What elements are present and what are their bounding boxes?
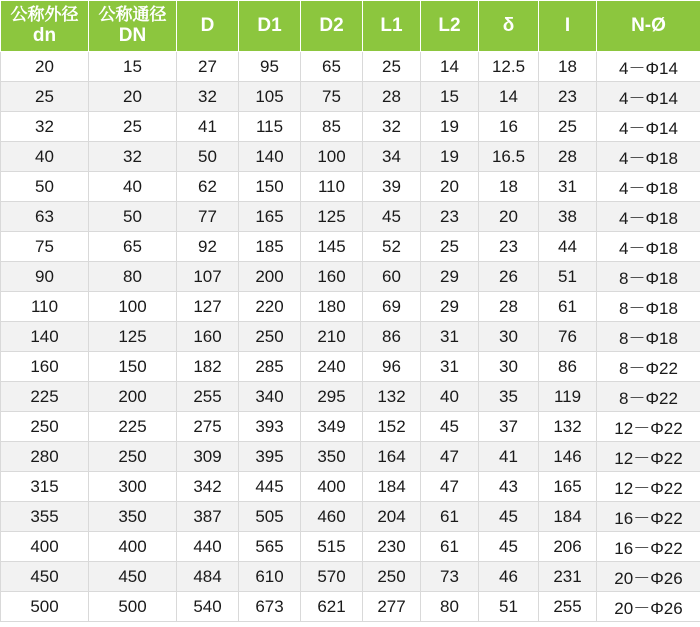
- column-header-label: N-Ø: [631, 15, 666, 37]
- table-header-row: [1, 1, 700, 52]
- table-cell: 565: [239, 532, 301, 562]
- table-cell: 12.5: [479, 52, 539, 82]
- table-cell: 16.5: [479, 142, 539, 172]
- table-cell: 119: [539, 382, 597, 412]
- table-cell: 92: [177, 232, 239, 262]
- column-header-label: D1: [257, 15, 282, 37]
- table-cell: 19: [421, 112, 479, 142]
- table-cell: 45: [479, 532, 539, 562]
- table-cell: 37: [479, 412, 539, 442]
- column-header-1: [89, 1, 177, 52]
- table-cell: 184: [363, 472, 421, 502]
- column-header-7: [479, 1, 539, 52]
- table-cell: 18: [479, 172, 539, 202]
- table-cell: 44: [539, 232, 597, 262]
- table-cell: 23: [421, 202, 479, 232]
- table-cell: 50: [1, 172, 89, 202]
- table-cell: 100: [301, 142, 363, 172]
- table-cell: 200: [239, 262, 301, 292]
- table-row: [1, 52, 700, 82]
- table-cell: 23: [479, 232, 539, 262]
- table-cell: 110: [1, 292, 89, 322]
- table-cell: 400: [1, 532, 89, 562]
- table-cell: 63: [1, 202, 89, 232]
- table-cell: 355: [1, 502, 89, 532]
- table-cell: 8－Φ18: [597, 322, 700, 352]
- table-cell: 115: [239, 112, 301, 142]
- table-body: [1, 52, 700, 622]
- table-cell: 80: [89, 262, 177, 292]
- table-cell: 20: [421, 172, 479, 202]
- table-cell: 30: [479, 322, 539, 352]
- table-cell: 19: [421, 142, 479, 172]
- table-cell: 20: [479, 202, 539, 232]
- table-cell: 25: [89, 112, 177, 142]
- table-cell: 40: [1, 142, 89, 172]
- column-header-9: [597, 1, 700, 52]
- table-cell: 400: [301, 472, 363, 502]
- table-cell: 393: [239, 412, 301, 442]
- table-cell: 52: [363, 232, 421, 262]
- table-cell: 165: [539, 472, 597, 502]
- table-cell: 250: [363, 562, 421, 592]
- table-row: [1, 592, 700, 622]
- table-cell: 395: [239, 442, 301, 472]
- table-cell: 12－Φ22: [597, 442, 700, 472]
- table-cell: 4－Φ18: [597, 172, 700, 202]
- table-row: [1, 292, 700, 322]
- table-cell: 50: [177, 142, 239, 172]
- table-cell: 34: [363, 142, 421, 172]
- table-cell: 450: [1, 562, 89, 592]
- column-header-label: D2: [319, 15, 344, 37]
- table-cell: 165: [239, 202, 301, 232]
- table-cell: 96: [363, 352, 421, 382]
- table-cell: 39: [363, 172, 421, 202]
- table-cell: 342: [177, 472, 239, 502]
- table-row: [1, 412, 700, 442]
- table-cell: 8－Φ22: [597, 352, 700, 382]
- table-cell: 51: [479, 592, 539, 622]
- table-cell: 16: [479, 112, 539, 142]
- table-cell: 350: [89, 502, 177, 532]
- table-cell: 85: [301, 112, 363, 142]
- column-header-8: [539, 1, 597, 52]
- table-cell: 515: [301, 532, 363, 562]
- table-cell: 220: [239, 292, 301, 322]
- table-cell: 145: [301, 232, 363, 262]
- table-cell: 125: [301, 202, 363, 232]
- table-cell: 295: [301, 382, 363, 412]
- column-header-sublabel: DN: [118, 24, 147, 46]
- column-header-label: 公称外径: [10, 5, 79, 25]
- table-cell: 60: [363, 262, 421, 292]
- table-cell: 32: [89, 142, 177, 172]
- table-cell: 150: [239, 172, 301, 202]
- table-cell: 621: [301, 592, 363, 622]
- table-cell: 51: [539, 262, 597, 292]
- table-cell: 4－Φ18: [597, 232, 700, 262]
- table-cell: 540: [177, 592, 239, 622]
- table-cell: 27: [177, 52, 239, 82]
- table-cell: 47: [421, 472, 479, 502]
- table-cell: 25: [1, 82, 89, 112]
- table-cell: 277: [363, 592, 421, 622]
- table-cell: 38: [539, 202, 597, 232]
- table-cell: 45: [421, 412, 479, 442]
- table-cell: 62: [177, 172, 239, 202]
- table-cell: 4－Φ14: [597, 112, 700, 142]
- table-cell: 160: [301, 262, 363, 292]
- table-cell: 18: [539, 52, 597, 82]
- table-cell: 505: [239, 502, 301, 532]
- table-cell: 315: [1, 472, 89, 502]
- table-cell: 240: [301, 352, 363, 382]
- table-cell: 204: [363, 502, 421, 532]
- table-cell: 30: [479, 352, 539, 382]
- table-cell: 255: [539, 592, 597, 622]
- table-cell: 309: [177, 442, 239, 472]
- table-cell: 160: [1, 352, 89, 382]
- table-cell: 132: [539, 412, 597, 442]
- table-cell: 8－Φ18: [597, 262, 700, 292]
- table-cell: 95: [239, 52, 301, 82]
- table-cell: 200: [89, 382, 177, 412]
- table-row: [1, 562, 700, 592]
- table-cell: 460: [301, 502, 363, 532]
- table-cell: 28: [539, 142, 597, 172]
- table-cell: 46: [479, 562, 539, 592]
- table-row: [1, 532, 700, 562]
- table-row: [1, 502, 700, 532]
- table-cell: 73: [421, 562, 479, 592]
- table-row: [1, 352, 700, 382]
- table-cell: 86: [363, 322, 421, 352]
- table-cell: 100: [89, 292, 177, 322]
- column-header-sublabel: dn: [32, 24, 57, 46]
- table-header: [1, 1, 700, 52]
- table-cell: 41: [479, 442, 539, 472]
- column-header-label: 公称通径: [98, 5, 167, 25]
- column-header-5: [363, 1, 421, 52]
- table-cell: 570: [301, 562, 363, 592]
- table-cell: 43: [479, 472, 539, 502]
- table-cell: 349: [301, 412, 363, 442]
- table-cell: 160: [177, 322, 239, 352]
- table-row: [1, 232, 700, 262]
- table-cell: 45: [363, 202, 421, 232]
- table-cell: 185: [239, 232, 301, 262]
- table-cell: 15: [89, 52, 177, 82]
- table-cell: 500: [89, 592, 177, 622]
- table-cell: 107: [177, 262, 239, 292]
- table-cell: 75: [301, 82, 363, 112]
- table-cell: 285: [239, 352, 301, 382]
- column-header-label: D: [200, 15, 215, 37]
- table-cell: 31: [421, 322, 479, 352]
- table-cell: 164: [363, 442, 421, 472]
- table-row: [1, 382, 700, 412]
- table-row: [1, 172, 700, 202]
- table-cell: 16－Φ22: [597, 532, 700, 562]
- table-cell: 184: [539, 502, 597, 532]
- table-cell: 445: [239, 472, 301, 502]
- table-cell: 80: [421, 592, 479, 622]
- table-cell: 31: [421, 352, 479, 382]
- table-cell: 20: [89, 82, 177, 112]
- table-cell: 41: [177, 112, 239, 142]
- table-cell: 90: [1, 262, 89, 292]
- table-cell: 110: [301, 172, 363, 202]
- table-cell: 440: [177, 532, 239, 562]
- table-cell: 340: [239, 382, 301, 412]
- table-row: [1, 442, 700, 472]
- table-cell: 20: [1, 52, 89, 82]
- table-cell: 350: [301, 442, 363, 472]
- table-cell: 32: [177, 82, 239, 112]
- table-cell: 206: [539, 532, 597, 562]
- table-row: [1, 142, 700, 172]
- table-cell: 4－Φ18: [597, 142, 700, 172]
- table-cell: 400: [89, 532, 177, 562]
- table-cell: 14: [421, 52, 479, 82]
- table-cell: 61: [421, 532, 479, 562]
- table-cell: 300: [89, 472, 177, 502]
- table-cell: 25: [539, 112, 597, 142]
- table-cell: 180: [301, 292, 363, 322]
- table-cell: 65: [301, 52, 363, 82]
- table-cell: 76: [539, 322, 597, 352]
- table-cell: 125: [89, 322, 177, 352]
- table-cell: 146: [539, 442, 597, 472]
- table-cell: 225: [89, 412, 177, 442]
- column-header-3: [239, 1, 301, 52]
- table-row: [1, 322, 700, 352]
- table-cell: 28: [363, 82, 421, 112]
- table-cell: 4－Φ18: [597, 202, 700, 232]
- table-row: [1, 202, 700, 232]
- table-cell: 250: [239, 322, 301, 352]
- table-cell: 20－Φ26: [597, 562, 700, 592]
- table-cell: 140: [1, 322, 89, 352]
- table-cell: 50: [89, 202, 177, 232]
- column-header-2: [177, 1, 239, 52]
- table-cell: 140: [239, 142, 301, 172]
- table-cell: 31: [539, 172, 597, 202]
- table-cell: 8－Φ22: [597, 382, 700, 412]
- table-cell: 28: [479, 292, 539, 322]
- table-cell: 14: [479, 82, 539, 112]
- table-cell: 15: [421, 82, 479, 112]
- table-cell: 230: [363, 532, 421, 562]
- table-cell: 16－Φ22: [597, 502, 700, 532]
- column-header-label: I: [564, 15, 571, 37]
- column-header-0: [1, 1, 89, 52]
- column-header-label: L1: [380, 15, 403, 37]
- column-header-label: L2: [438, 15, 461, 37]
- table-cell: 40: [421, 382, 479, 412]
- table-cell: 152: [363, 412, 421, 442]
- table-cell: 231: [539, 562, 597, 592]
- table-cell: 4－Φ14: [597, 82, 700, 112]
- table-cell: 500: [1, 592, 89, 622]
- table-cell: 673: [239, 592, 301, 622]
- table-cell: 255: [177, 382, 239, 412]
- table-cell: 150: [89, 352, 177, 382]
- table-cell: 77: [177, 202, 239, 232]
- table-cell: 127: [177, 292, 239, 322]
- table-cell: 484: [177, 562, 239, 592]
- table-cell: 275: [177, 412, 239, 442]
- table-cell: 61: [539, 292, 597, 322]
- table-row: [1, 472, 700, 502]
- table-cell: 40: [89, 172, 177, 202]
- table-row: [1, 82, 700, 112]
- table-cell: 61: [421, 502, 479, 532]
- table-cell: 23: [539, 82, 597, 112]
- table-cell: 32: [363, 112, 421, 142]
- table-cell: 387: [177, 502, 239, 532]
- table-cell: 45: [479, 502, 539, 532]
- table-cell: 32: [1, 112, 89, 142]
- table-row: [1, 262, 700, 292]
- table-cell: 610: [239, 562, 301, 592]
- table-cell: 250: [89, 442, 177, 472]
- table-cell: 47: [421, 442, 479, 472]
- table-cell: 25: [421, 232, 479, 262]
- column-header-label: δ: [502, 15, 515, 37]
- table-cell: 450: [89, 562, 177, 592]
- column-header-6: [421, 1, 479, 52]
- table-cell: 75: [1, 232, 89, 262]
- table-cell: 12－Φ22: [597, 412, 700, 442]
- table-cell: 210: [301, 322, 363, 352]
- table-cell: 280: [1, 442, 89, 472]
- table-cell: 29: [421, 262, 479, 292]
- table-cell: 86: [539, 352, 597, 382]
- table-cell: 132: [363, 382, 421, 412]
- table-cell: 29: [421, 292, 479, 322]
- table-cell: 4－Φ14: [597, 52, 700, 82]
- table-cell: 25: [363, 52, 421, 82]
- table-cell: 20－Φ26: [597, 592, 700, 622]
- table-cell: 26: [479, 262, 539, 292]
- table-row: [1, 112, 700, 142]
- table-cell: 105: [239, 82, 301, 112]
- table-cell: 65: [89, 232, 177, 262]
- table-cell: 69: [363, 292, 421, 322]
- table-cell: 12－Φ22: [597, 472, 700, 502]
- table-cell: 8－Φ18: [597, 292, 700, 322]
- table-cell: 182: [177, 352, 239, 382]
- column-header-4: [301, 1, 363, 52]
- table-cell: 250: [1, 412, 89, 442]
- table-cell: 35: [479, 382, 539, 412]
- table-cell: 225: [1, 382, 89, 412]
